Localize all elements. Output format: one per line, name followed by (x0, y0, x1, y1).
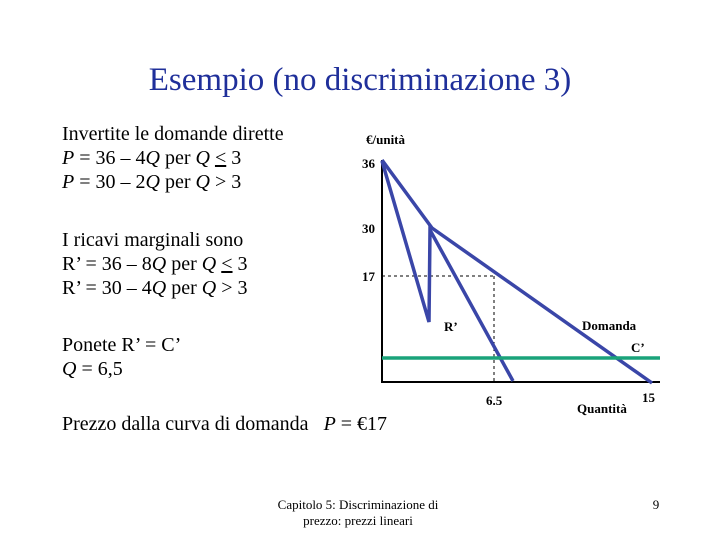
y-tick-30: 30 (362, 221, 375, 236)
page-number: 9 (652, 497, 660, 512)
mc-label: C’ (631, 340, 645, 355)
marginal-heading: I ricavi marginali sono (62, 229, 244, 251)
footer-line-2: prezzo: prezzi lineari (303, 513, 413, 528)
equate-line-2: Q = 6,5 (62, 358, 123, 380)
y-tick-36: 36 (362, 156, 375, 171)
footer-line-1: Capitolo 5: Discriminazione di (277, 497, 439, 512)
demand-label: Domanda (582, 318, 637, 333)
footer (258, 497, 458, 529)
demand-heading: Invertite le domande dirette (62, 123, 284, 145)
x-axis-label: Quantità (577, 401, 627, 416)
x-tick-6-5: 6.5 (486, 393, 503, 408)
slide-title: Esempio (no discriminazione 3) (148, 62, 572, 98)
price-text: Prezzo dalla curva di domanda P = €17 (62, 413, 388, 435)
demand-curve (382, 160, 652, 383)
marginal-line-2: R’ = 30 – 4Q per Q > 3 (62, 277, 248, 299)
y-axis-label: €/unità (366, 132, 406, 147)
mr-label: R’ (444, 319, 458, 334)
x-tick-15: 15 (642, 390, 655, 405)
equate-line-1: Ponete R’ = C’ (62, 334, 182, 356)
y-tick-17: 17 (362, 269, 375, 284)
demand-line-2: P = 30 – 2Q per Q > 3 (62, 171, 242, 193)
marginal-line-1: R’ = 36 – 8Q per Q < 3 (62, 253, 248, 275)
demand-line-1: P = 36 – 4Q per Q < 3 (62, 147, 242, 169)
